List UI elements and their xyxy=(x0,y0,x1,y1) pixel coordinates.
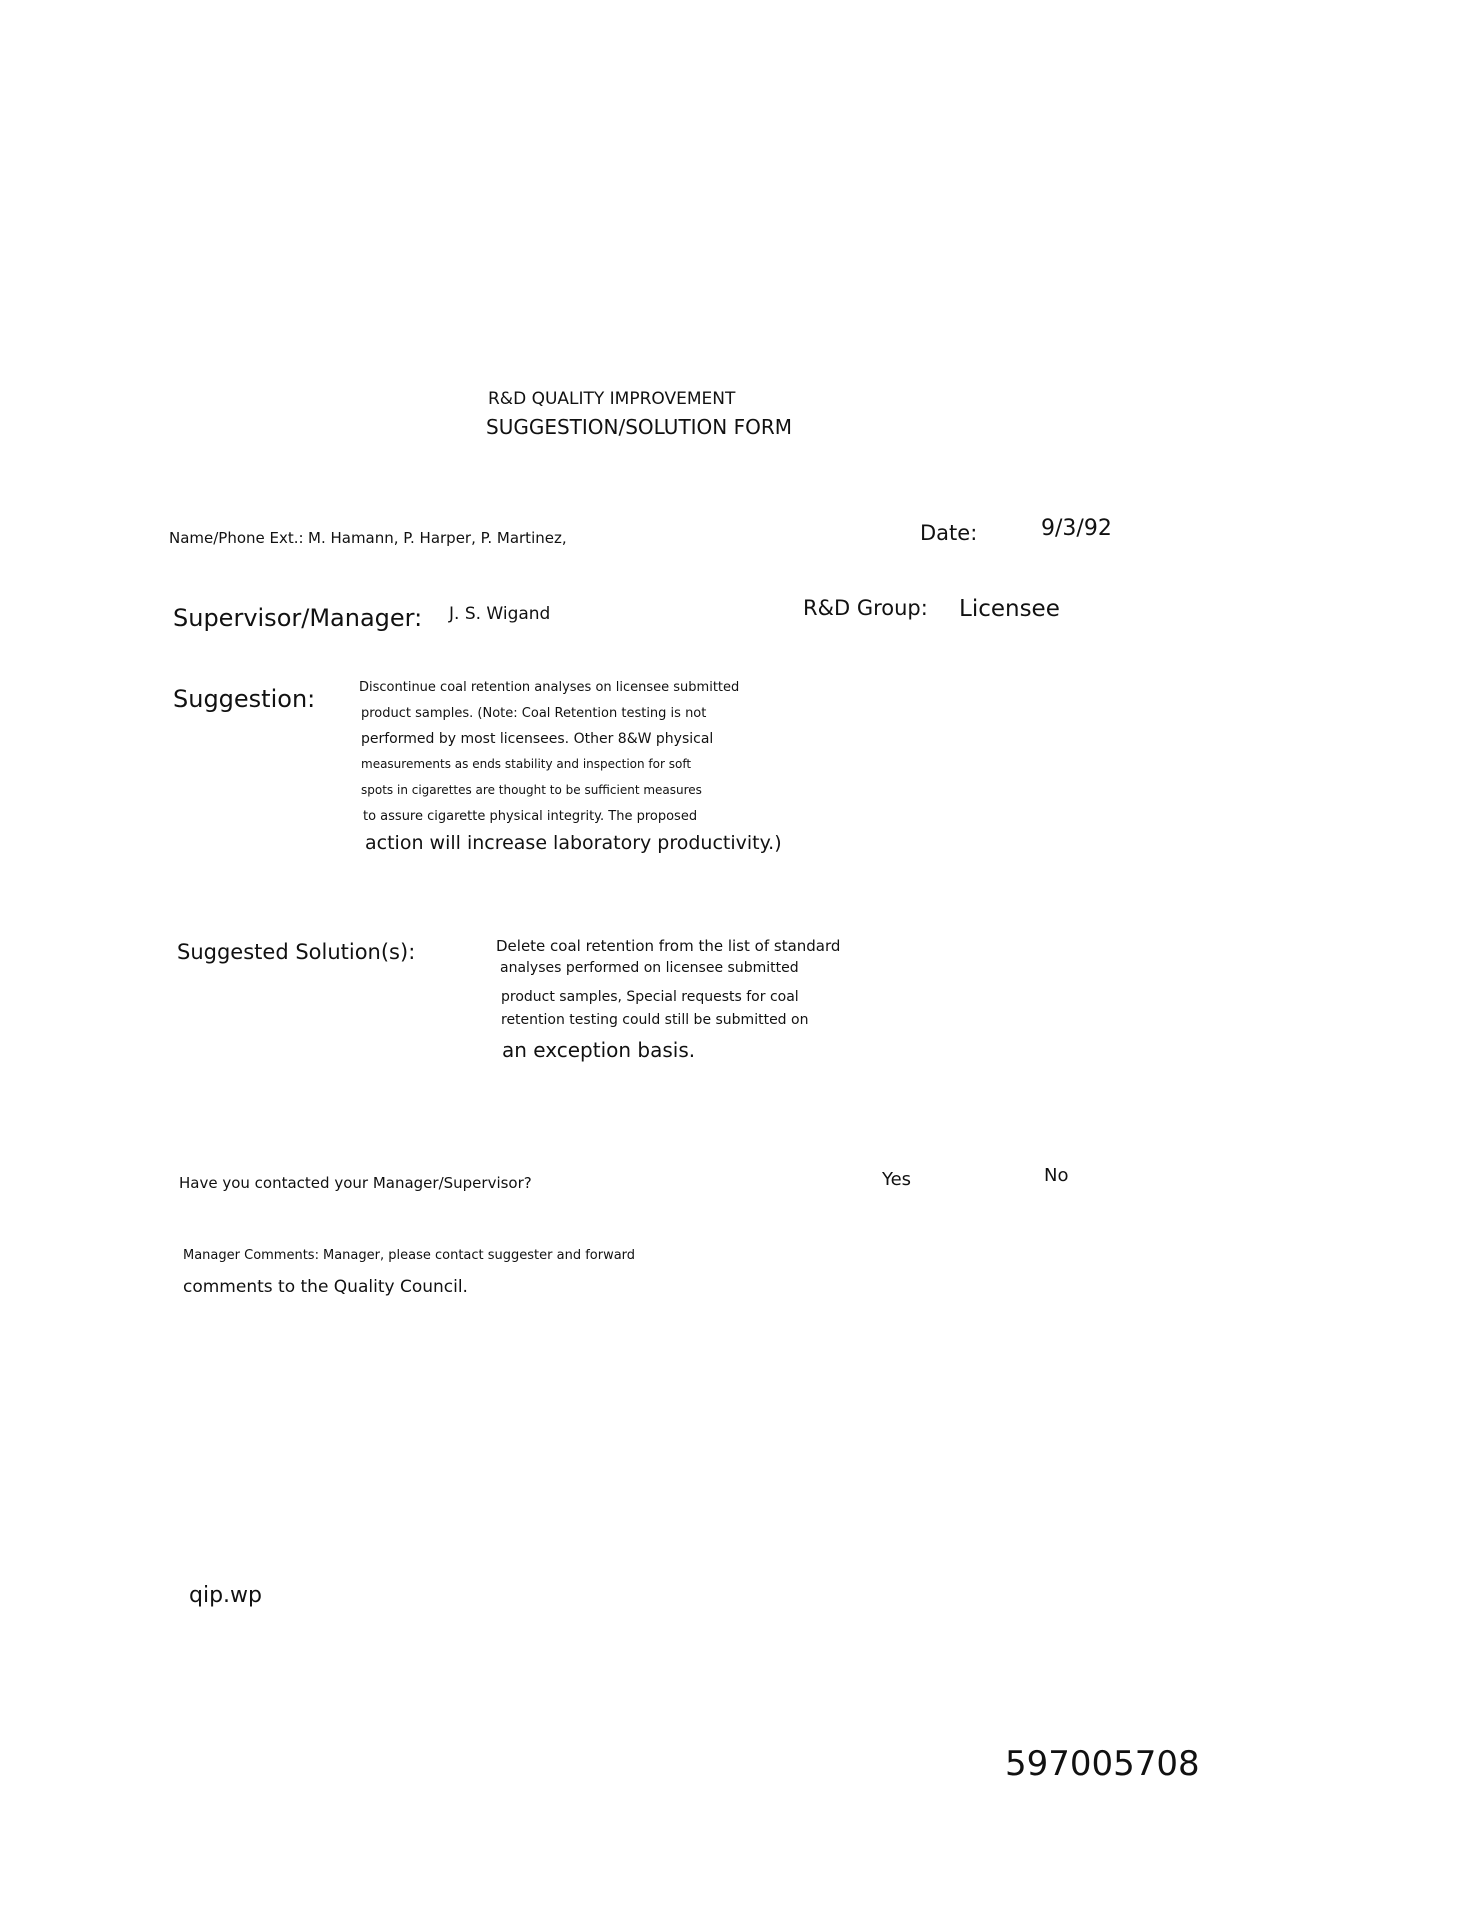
solution-line: analyses performed on licensee submitted xyxy=(500,960,799,976)
rd-group-value: Licensee xyxy=(959,596,1060,622)
solution-line: product samples, Special requests for coal xyxy=(501,989,799,1005)
solution-line: retention testing could still be submitted on xyxy=(501,1012,809,1028)
contact-no-option: No xyxy=(1044,1165,1069,1186)
suggestion-line: measurements as ends stability and inspection for soft xyxy=(361,757,692,771)
manager-comments-text: Manager, please contact suggester and forward xyxy=(323,1248,636,1263)
contact-question: Have you contacted your Manager/Supervisor? xyxy=(179,1174,532,1192)
suggestion-line: performed by most licensees. Other 8&W physical xyxy=(361,731,714,747)
form-title-line-2: SUGGESTION/SOLUTION FORM xyxy=(486,415,793,439)
suggestion-line: Discontinue coal retention analyses on licensee submitted xyxy=(359,680,740,695)
solution-line: Delete coal retention from the list of standard xyxy=(496,937,841,955)
supervisor-label: Supervisor/Manager: xyxy=(173,604,423,632)
manager-comments-text: comments to the Quality Council. xyxy=(183,1277,468,1297)
document-number: 597005708 xyxy=(1005,1744,1200,1784)
rd-group-label: R&D Group: xyxy=(803,596,928,620)
suggestion-line: product samples. (Note: Coal Retention testing is not xyxy=(361,706,707,721)
suggestion-line: action will increase laboratory productivity.) xyxy=(365,832,782,854)
date-label: Date: xyxy=(920,521,978,545)
name-phone-value: M. Hamann, P. Harper, P. Martinez, xyxy=(308,529,567,547)
name-phone-label: Name/Phone Ext.: xyxy=(169,529,304,547)
suggestion-line: to assure cigarette physical integrity. The proposed xyxy=(363,809,698,824)
suggestion-label: Suggestion: xyxy=(173,685,316,713)
supervisor-value: J. S. Wigand xyxy=(449,604,551,624)
suggestion-line: spots in cigarettes are thought to be sufficient measures xyxy=(361,783,702,797)
date-value: 9/3/92 xyxy=(1041,516,1112,541)
manager-comments-label: Manager Comments: xyxy=(183,1248,319,1263)
file-name: qip.wp xyxy=(189,1583,262,1608)
form-title-line-1: R&D QUALITY IMPROVEMENT xyxy=(488,389,736,409)
contact-yes-option: Yes xyxy=(882,1169,912,1190)
solution-label: Suggested Solution(s): xyxy=(177,940,416,964)
solution-line: an exception basis. xyxy=(502,1038,696,1062)
